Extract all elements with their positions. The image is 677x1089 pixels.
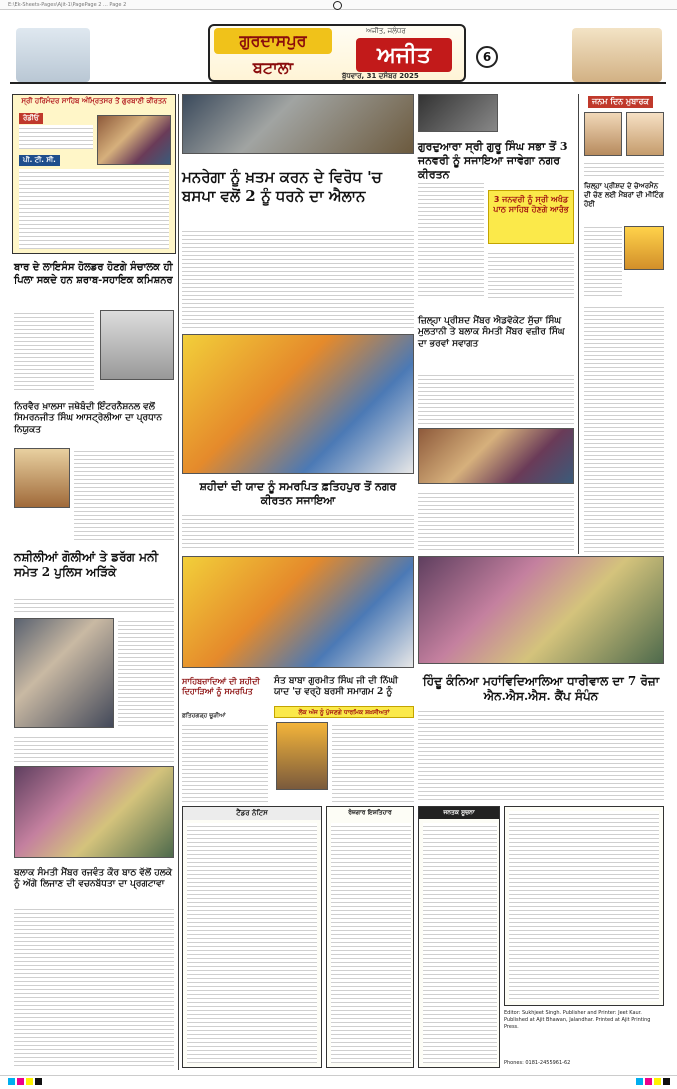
dateline: ਫ਼ਤਿਹਗੜ੍ਹ ਚੂੜੀਆਂ <box>182 712 226 719</box>
registration-mark-icon <box>333 1 342 10</box>
government-notice <box>504 806 664 1006</box>
publication-date: ਬੁੱਧਵਾਰ, 31 ਦਸੰਬਰ 2025 <box>342 72 419 80</box>
radio-tag: ਰੇਡੀਓ <box>19 113 43 124</box>
bsp-group-photo <box>182 94 414 154</box>
public-notice-title: ਜਨਤਕ ਸੂਚਨਾ <box>419 807 499 819</box>
welcome-photo <box>418 428 574 484</box>
yellow-swatch <box>654 1078 661 1085</box>
print-slug: E:\Ek-Sheets-Pages\Ajit-1\PagePage 2 ... Page 2 <box>0 0 677 10</box>
photo-caption <box>182 156 414 162</box>
yellow-swatch <box>26 1078 33 1085</box>
magenta-swatch <box>645 1078 652 1085</box>
magenta-swatch <box>17 1078 24 1085</box>
story-nirvair-text <box>74 448 174 540</box>
page-number: 6 <box>476 46 498 68</box>
story-bar-license-headline: ਬਾਰ ਦੇ ਲਾਇਸੰਸ ਹੋਲਡਰ ਹੋਣਗੇ ਸੰਚਾਲਕ ਹੀ ਪਿਲਾ ਸਕਦੇ ਹਨ ਸ਼ਰਾਬ-ਸਹਾਇਕ ਕਮਿਸ਼ਨਰ <box>14 262 173 286</box>
golden-temple-photo <box>97 115 171 165</box>
story-drugs-text <box>14 596 174 614</box>
story-zila-parishad-text-2 <box>418 490 574 550</box>
gurbani-ad <box>12 94 176 254</box>
story-drugs-caption <box>14 734 174 762</box>
brand-city: ਅਜੀਤ, ਜਲੰਧਰ <box>366 27 406 35</box>
story-sahibzade-headline: ਸਾਹਿਬਜ਼ਾਦਿਆਂ ਦੀ ਸ਼ਹੀਦੀ ਦਿਹਾੜਿਆਂ ਨੂੰ ਸਮਰਪਿਤ <box>182 676 260 696</box>
story-zila-parishad-text <box>418 372 574 424</box>
story-block-member-text <box>14 906 174 1068</box>
edition-name: ਗੁਰਦਾਸਪੁਰ <box>214 28 332 54</box>
tender-notice <box>182 806 322 1068</box>
right-column-text <box>584 304 664 554</box>
heritage-building-photo <box>572 28 662 82</box>
ptc-tag: ਪੀ. ਟੀ. ਸੀ. <box>19 155 60 166</box>
story-gurdwara-text <box>418 180 484 298</box>
nss-camp-photo <box>418 556 664 664</box>
story-nss-headline: ਹਿੰਦੂ ਕੰਨਿਆ ਮਹਾਂਵਿਦਿਆਲਿਆ ਧਾਰੀਵਾਲ ਦਾ 7 ਰੋਜ਼ਾ ਐਨ.ਐਸ.ਐਸ. ਕੈਂਪ ਸੰਪੰਨ <box>422 674 660 703</box>
imprint-phone: Phones: 0181-2455961-62 <box>504 1060 571 1066</box>
official-portrait-photo <box>100 310 174 380</box>
police-photo <box>14 618 114 728</box>
black-swatch <box>35 1078 42 1085</box>
tender-notice-text <box>187 823 317 1063</box>
story-drugs-headline: ਨਸ਼ੀਲੀਆਂ ਗੋਲੀਆਂ ਤੇ ਡਰੱਗ ਮਨੀ ਸਮੇਤ 2 ਪੁਲਿਸ ਅੜਿੱਕੇ <box>14 550 159 579</box>
government-notice-text <box>509 811 659 1001</box>
newspaper-logo: ਅਜੀਤ <box>356 38 452 72</box>
story-nss-text <box>418 708 664 800</box>
cyan-swatch <box>636 1078 643 1085</box>
column-divider <box>578 94 579 554</box>
story-chairman-headline: ਜ਼ਿਲ੍ਹਾ ਪ੍ਰੀਸ਼ਦ ਦੇ ਚੇਅਰਮੈਨ ਦੀ ਚੋਣ ਲਈ ਮੈਂਬਰਾਂ ਦੀ ਮੀਟਿੰਗ ਹੋਈ <box>584 181 664 208</box>
story-drugs-side-text <box>118 618 174 728</box>
birthday-banner: ਜਨਮ ਦਿਨ ਮੁਬਾਰਕ <box>588 96 653 108</box>
ad-text <box>19 125 93 149</box>
job-notice-title: ਰੋਜ਼ਗਾਰ ਇਸ਼ਤਿਹਾਰ <box>348 809 392 816</box>
story-manrega-text <box>182 228 414 328</box>
gurdwara-photo <box>16 28 90 82</box>
sant-photo <box>276 722 328 790</box>
public-notice-text <box>423 823 497 1063</box>
print-footer <box>0 1075 677 1089</box>
job-notice <box>326 806 414 1068</box>
member-photo <box>624 226 664 270</box>
event-group-photo <box>14 766 174 858</box>
birthday-text <box>584 160 664 178</box>
public-notice <box>418 806 500 1068</box>
story-sahibzade-text <box>182 722 268 802</box>
story-bar-license-text <box>14 310 94 392</box>
akhand-path-callout: 3 ਜਨਵਰੀ ਨੂੰ ਸ੍ਰੀ ਅਖੰਡ ਪਾਠ ਸਾਹਿਬ ਹੋਣਗੇ ਆਰੰਭ <box>488 190 574 244</box>
child-photo-2 <box>626 112 664 156</box>
story-shaheedi-text <box>182 512 414 550</box>
story-gurdwara-headline: ਗੁਰਦੁਆਰਾ ਸ੍ਰੀ ਗੁਰੂ ਸਿੰਘ ਸਭਾ ਤੋਂ 3 ਜਨਵਰੀ ਨੂੰ ਸਜਾਇਆ ਜਾਵੇਗਾ ਨਗਰ ਕੀਰਤਨ <box>418 140 568 181</box>
imprint-line: Editor: Sukhjeet Singh. Publisher and Printer: Jeet Kaur. Published at Ajit Bhawan, Jalandhar. Printed at Ajit Printing Press. <box>504 1010 651 1030</box>
appointee-photo <box>14 448 70 508</box>
edition-subname: ਬਟਾਲਾ <box>252 58 294 77</box>
story-zila-parishad-headline: ਜ਼ਿਲ੍ਹਾ ਪ੍ਰੀਸ਼ਦ ਮੈਂਬਰ ਐਡਵੋਕੇਟ ਸੁੱਚਾ ਸਿੰਘ ਮੁਲਤਾਨੀ ਤੇ ਬਲਾਕ ਸੰਮਤੀ ਮੈਂਬਰ ਵਜ਼ੀਰ ਸਿੰਘ ਦਾ ਭਰਵਾਂ ਸਵਾਗਤ <box>418 316 565 349</box>
story-barsi-headline: ਸੰਤ ਬਾਬਾ ਗੁਰਮੀਤ ਸਿੰਘ ਜੀ ਦੀ ਨਿੱਘੀ ਯਾਦ 'ਚ ਵਰ੍ਹੇ ਬਰਸੀ ਸਮਾਗਮ 2 ਨੂੰ <box>274 676 398 698</box>
story-barsi-text <box>332 722 414 802</box>
cyan-swatch <box>8 1078 15 1085</box>
story-shaheedi-headline: ਸ਼ਹੀਦਾਂ ਦੀ ਯਾਦ ਨੂੰ ਸਮਰਪਿਤ ਫ਼ਤਿਹਪੁਰ ਤੋਂ ਨਗਰ ਕੀਰਤਨ ਸਜਾਇਆ <box>199 480 397 507</box>
job-notice-text <box>331 823 411 1063</box>
ad-schedule-text <box>19 169 169 249</box>
barsi-callout: ਲੋਕ ਅੱਜ ਨੂੰ ਪੁੱਜਣਗੇ ਧਾਰਮਿਕ ਸ਼ਖ਼ਸੀਅਤਾਂ <box>274 706 414 718</box>
nagar-kirtan-photo <box>182 334 414 474</box>
story-block-member-headline: ਬਲਾਕ ਸੰਮਤੀ ਮੈਂਬਰ ਰਜਵੰਤ ਕੌਰ ਬਾਠ ਵੱਲੋਂ ਹਲਕੇ ਨੂੰ ਅੱਗੇ ਲਿਜਾਣ ਦੀ ਵਚਨਬੱਧਤਾ ਦਾ ਪ੍ਰਗਟਾਵਾ <box>14 868 172 890</box>
story-nirvair-headline: ਨਿਰਵੈਰ ਖ਼ਾਲਸਾ ਜਥੇਬੰਦੀ ਇੰਟਰਨੈਸ਼ਨਲ ਵਲੋਂ ਸਿਮਰਨਜੀਤ ਸਿੰਘ ਆਸਟ੍ਰੇਲੀਆ ਦਾ ਪ੍ਰਧਾਨ ਨਿਯੁਕਤ <box>14 402 162 435</box>
story-gurdwara-text-2 <box>488 250 574 298</box>
gurbani-ad-title: ਸ੍ਰੀ ਹਰਿਮੰਦਰ ਸਾਹਿਬ ਅੰਮ੍ਰਿਤਸਰ ਤੋਂ ਗੁਰਬਾਣੀ ਕੀਰਤਨ <box>21 96 167 105</box>
story-manrega-headline: ਮਨਰੇਗਾ ਨੂੰ ਖ਼ਤਮ ਕਰਨ ਦੇ ਵਿਰੋਧ 'ਚ ਬਸਪਾ ਵਲੋਂ 2 ਨੂੰ ਧਰਨੇ ਦਾ ਐਲਾਨ <box>182 168 382 205</box>
sahibzade-tribute-photo <box>182 556 414 668</box>
column-divider <box>178 94 179 1070</box>
tender-notice-title: ਟੈਂਡਰ ਨੋਟਿਸ <box>183 807 321 820</box>
black-swatch <box>663 1078 670 1085</box>
story-chairman-text <box>584 224 622 298</box>
sangat-photo <box>418 94 498 132</box>
child-photo-1 <box>584 112 622 156</box>
